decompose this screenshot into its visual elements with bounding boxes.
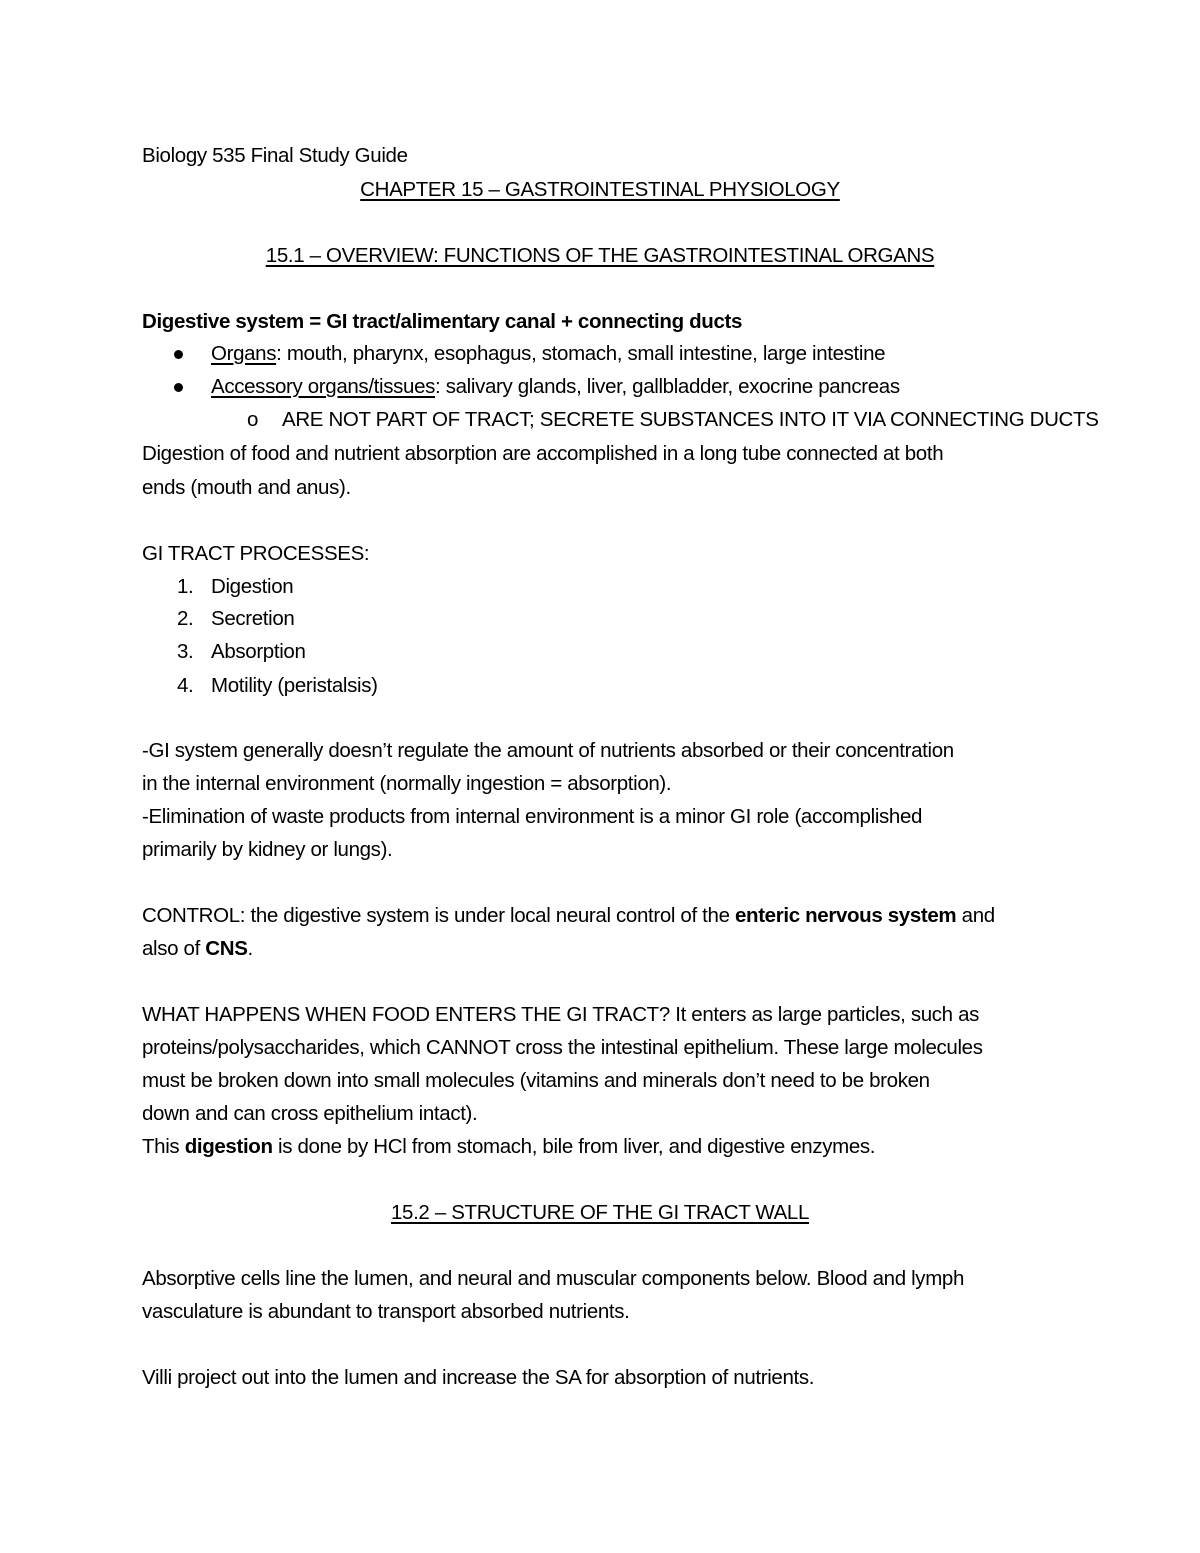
control-line-2 — [142, 937, 253, 961]
bullet-icon — [174, 350, 183, 359]
digestion-paragraph-line-1: Digestion of food and nutrient absorption are accomplished in a long tube connected at both — [142, 442, 944, 465]
cns-term: CNS — [205, 937, 248, 960]
elimination-line-1: -Elimination of waste products from internal environment is a minor GI role (accomplished — [142, 805, 923, 828]
document-title: Biology 535 Final Study Guide — [142, 144, 408, 167]
control-line-1 — [142, 904, 995, 928]
control-period: . — [247, 937, 253, 960]
sub-bullet-marker: o — [247, 408, 259, 431]
list-number: 3. — [177, 640, 194, 663]
list-label: Secretion — [211, 607, 295, 630]
food-paragraph-line-1: WHAT HAPPENS WHEN FOOD ENTERS THE GI TRACT? It enters as large particles, such as — [142, 1003, 980, 1026]
food-paragraph-line-5 — [142, 1135, 875, 1159]
chapter-heading: CHAPTER 15 – GASTROINTESTINAL PHYSIOLOGY — [360, 178, 840, 201]
digestive-system-definition: Digestive system = GI tract/alimentary canal + connecting ducts — [142, 310, 743, 333]
elimination-line-2: primarily by kidney or lungs). — [142, 838, 393, 861]
list-number: 1. — [177, 575, 194, 598]
accessory-organs-term: Accessory organs/tissues — [211, 375, 436, 398]
digestion-term: digestion — [184, 1135, 273, 1158]
list-label: Absorption — [211, 640, 306, 663]
control-text: CONTROL: the digestive system is under local neural control of the — [142, 904, 735, 927]
organs-text: : mouth, pharynx, esophagus, stomach, small intestine, large intestine — [276, 342, 886, 365]
section-heading-15-1: 15.1 – OVERVIEW: FUNCTIONS OF THE GASTROINTESTINAL ORGANS — [265, 244, 935, 267]
food-text: This — [142, 1135, 185, 1158]
list-number: 4. — [177, 674, 194, 697]
enteric-nervous-system-term: enteric nervous system — [734, 904, 957, 927]
list-number: 2. — [177, 607, 194, 630]
structure-paragraph-line-2: vasculature is abundant to transport absorbed nutrients. — [142, 1300, 630, 1323]
control-text: also of — [142, 937, 206, 960]
organs-term: Organs — [211, 342, 277, 365]
villi-paragraph: Villi project out into the lumen and increase the SA for absorption of nutrients. — [142, 1366, 815, 1389]
digestion-paragraph-line-2: ends (mouth and anus). — [142, 476, 351, 499]
list-label: Digestion — [211, 575, 294, 598]
food-paragraph-line-4: down and can cross epithelium intact). — [142, 1102, 478, 1125]
list-label: Motility (peristalsis) — [211, 674, 378, 697]
processes-title: GI TRACT PROCESSES: — [142, 542, 370, 565]
accessory-organs-text: : salivary glands, liver, gallbladder, exocrine pancreas — [435, 375, 900, 398]
sub-bullet-text: ARE NOT PART OF TRACT; SECRETE SUBSTANCES INTO IT VIA CONNECTING DUCTS — [282, 408, 1099, 431]
structure-paragraph-line-1: Absorptive cells line the lumen, and neural and muscular components below. Blood and lymph — [142, 1267, 965, 1290]
food-text-end: is done by HCl from stomach, bile from liver, and digestive enzymes. — [272, 1135, 876, 1158]
regulation-line-1: -GI system generally doesn’t regulate the amount of nutrients absorbed or their concentration — [142, 739, 954, 762]
food-paragraph-line-3: must be broken down into small molecules (vitamins and minerals don’t need to be broken — [142, 1069, 930, 1092]
section-heading-15-2: 15.2 – STRUCTURE OF THE GI TRACT WALL — [390, 1201, 810, 1224]
control-text-end: and — [956, 904, 995, 927]
regulation-line-2: in the internal environment (normally ingestion = absorption). — [142, 772, 672, 795]
bullet-icon — [174, 383, 183, 392]
food-paragraph-line-2: proteins/polysaccharides, which CANNOT cross the intestinal epithelium. These large molecules — [142, 1036, 983, 1059]
